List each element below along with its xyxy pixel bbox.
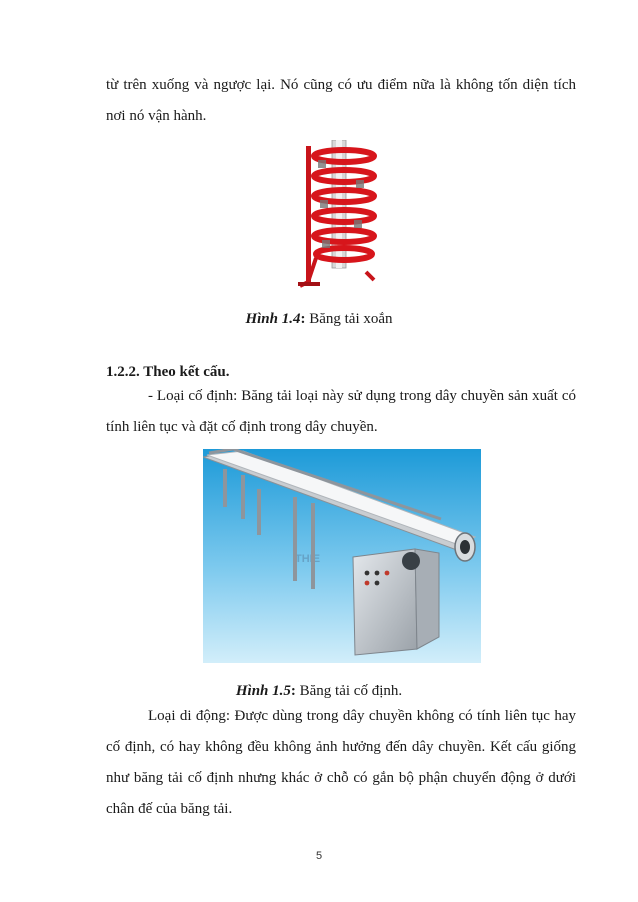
- paragraph-mobile-type: [106, 701, 576, 825]
- paragraph-top: [106, 70, 576, 132]
- text-line: chân đế của băng tải.: [106, 801, 233, 817]
- figure-1-4-caption: [0, 311, 638, 328]
- caption-colon: :: [290, 683, 296, 699]
- text-line: Loại di động: Được dùng trong dây chuyền không có tính liên tục hay: [148, 708, 576, 724]
- text-line: cố định, có hay không đều không ảnh hưởng đến dây chuyền. Kết cấu giống: [106, 739, 576, 755]
- section-heading: 1.2.2. Theo kết cấu.: [106, 364, 230, 380]
- spiral-conveyor-image: [296, 140, 382, 288]
- figure-1-5-caption: [0, 683, 638, 700]
- watermark-text: THIE: [295, 553, 321, 565]
- page-number: 5: [315, 850, 323, 862]
- text-line: nơi nó vận hành.: [106, 108, 207, 124]
- caption-text: Băng tải cố định.: [295, 683, 403, 699]
- text-line: tính liên tục và đặt cố định trong dây chuyền.: [106, 419, 378, 435]
- caption-text: Băng tải xoắn: [305, 311, 393, 327]
- text-line: như băng tải cố định nhưng khác ở chỗ có gắn bộ phận chuyển động ở dưới: [106, 770, 576, 786]
- caption-label: Hình 1.5: [235, 683, 291, 699]
- caption-label: Hình 1.4: [245, 311, 301, 327]
- text-line: - Loại cố định: Băng tải loại này sử dụng trong dây chuyền sản xuất có: [148, 388, 576, 404]
- caption-colon: :: [300, 311, 306, 327]
- fixed-conveyor-image: [203, 449, 481, 663]
- text-line: từ trên xuống và ngược lại. Nó cũng có ưu điểm nữa là không tốn diện tích: [106, 77, 576, 93]
- paragraph-fixed-type: [106, 381, 576, 443]
